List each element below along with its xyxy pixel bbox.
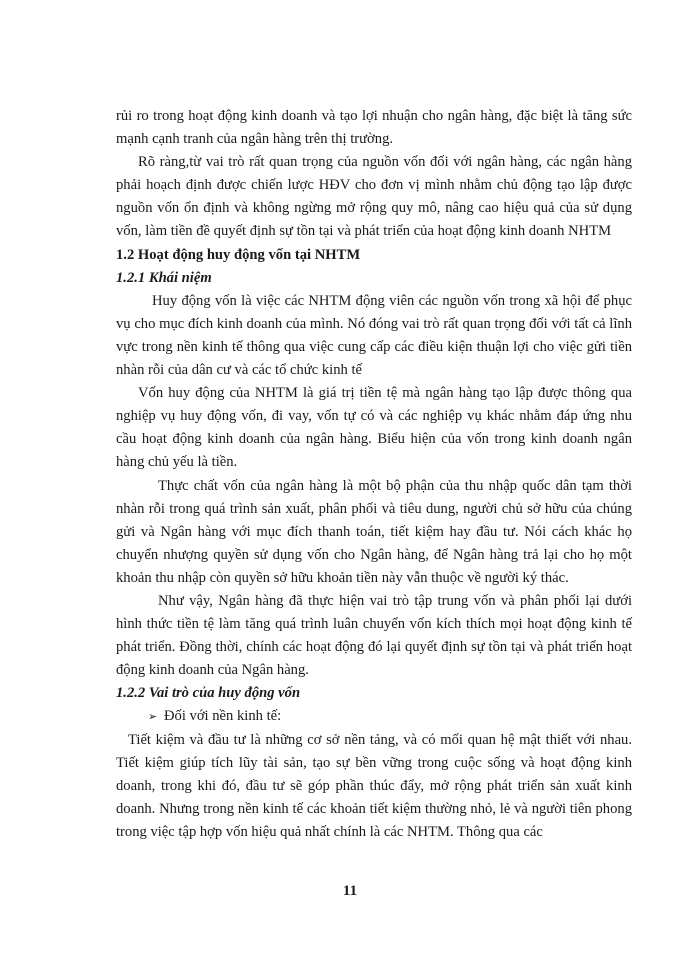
paragraph-mobilized-capital: Vốn huy động của NHTM là giá trị tiền tệ mà ngân hàng tạo lập được thông qua nghiệp vụ huy động vốn, đi vay, vốn tự có và các nghiệp vụ khác nhằm đáp ứng nhu cầu hoạt động kinh doanh của ngân hàng. Biểu hiện của vốn trong kinh doanh ngân hàng chủ yếu là tiền. [116,385,632,471]
section-heading-1-2-1: 1.2.1 Khái niệm [116,269,212,286]
bullet-economy-text: Đối với nền kinh tế: [164,708,282,725]
page-content [116,105,632,844]
section-heading-1-2: 1.2 Hoạt động huy động vốn tại NHTM [116,246,361,263]
paragraph-savings-investment: Tiết kiệm và đầu tư là những cơ sở nền tảng, và có mối quan hệ mật thiết với nhau. Tiết kiệm giúp tích lũy tài sản, tạo sự bền vững trong cuộc sống và hoạt động kinh doanh, trong khi đó, đầu tư sẽ góp phần thúc đẩy, mở rộng phát triển sản xuất kinh doanh. Nhưng trong nền kinh tế các khoản tiết kiệm thường nhỏ, lẻ và người tiên phong trong việc tập hợp vốn hiệu quả nhất chính là các NHTM. Thông qua các [116,731,632,840]
section-heading-1-2-2: 1.2.2 Vai trò của huy động vốn [116,685,301,702]
paragraph-definition: Huy động vốn là việc các NHTM động viên các nguồn vốn trong xã hội để phục vụ cho mục đích kinh doanh của mình. Nó đóng vai trò rất quan trọng đối với tất cả lĩnh vực trong nền kinh tế thông qua việc cung cấp các điều kiện thuận lợi cho việc gửi tiền nhàn rỗi của dân cư và các tổ chức kinh tế [116,292,632,379]
paragraph-hdv-strategy: Rõ ràng,từ vai trò rất quan trọng của nguồn vốn đối với ngân hàng, các ngân hàng phải hoạch định được chiến lược HĐV cho đơn vị mình nhằm chủ động tạo lập được nguồn vốn ổn định và không ngừng mở rộng quy mô, nâng cao hiệu quả của sử dụng vốn, làm tiền đề quyết định sự tồn tại và phát triển của hoạt động kinh doanh NHTM [116,154,632,240]
page-number: 11 [342,883,358,899]
paragraph-capital-nature: Thực chất vốn của ngân hàng là một bộ phận của thu nhập quốc dân tạm thời nhàn rỗi trong quá trình sản xuất, phân phối và tiêu dung, người chủ sở hữu của chúng gửi và Ngân hàng với mục đích thanh toán, tiết kiệm hay đầu tư. Nói cách khác họ chuyển nhượng quyền sử dụng vốn cho Ngân hàng, để Ngân hàng trả lại cho họ một khoản thu nhập còn quyền sở hữu khoản tiền này vẫn thuộc về người ký thác. [116,477,632,586]
paragraph-continued: rủi ro trong hoạt động kinh doanh và tạo lợi nhuận cho ngân hàng, đặc biệt là tăng sức mạnh cạnh tranh của ngân hàng trên thị trường. [116,108,632,148]
arrow-bullet-icon: ➢ [148,710,158,724]
paragraph-bank-role: Như vậy, Ngân hàng đã thực hiện vai trò tập trung vốn và phân phối lại dưới hình thức tiền tệ làm tăng quá trình luân chuyển vốn kích thích mọi hoạt động kinh tế phát triển. Đồng thời, chính các hoạt động đó lại quyết định sự tồn tại và phát triển hoạt động kinh doanh của Ngân hàng. [116,592,632,679]
bullet-economy [116,705,632,728]
